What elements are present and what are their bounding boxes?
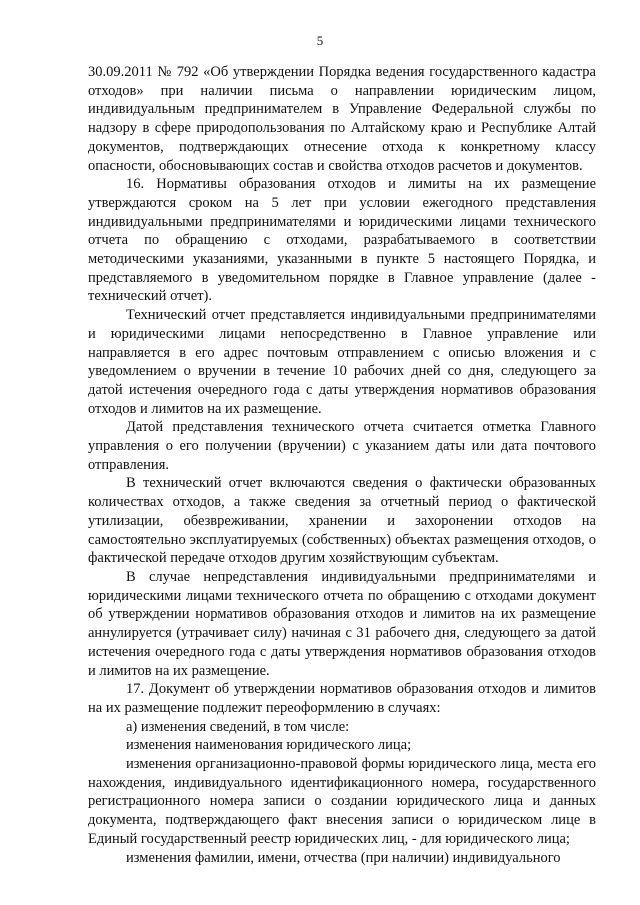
paragraph-technical-report-submission: Технический отчет представляется индивидуальными предпринимателями и юридическими лицами непосредственно в Главное управление или направляется в его адрес почтовым отправлением с описью вложения и с уведомлением о вручении в течение 10 рабочих дней со дня, следующего за датой истечения очередного года с даты утверждения нормативов образования отходов и лимитов на их размещение. xyxy=(88,307,596,417)
list-item-surname-change: изменения фамилии, имени, отчества (при наличии) индивидуального xyxy=(126,849,561,866)
list-item-a: а) изменения сведений, в том числе: xyxy=(126,718,350,735)
paragraph-item-16: 16. Нормативы образования отходов и лимиты на их размещение утверждаются сроком на 5 лет при условии ежегодного представления индивидуальными предпринимателями и юридическими лицами технического отчета по обращению с отходами, разрабатываемого в соответствии методическими указаниями, указанными в пункте 5 настоящего Порядка, и представляемого в уведомительном порядке в Главное управление (далее - технический отчет). xyxy=(88,176,596,305)
paragraph-continuation: 30.09.2011 № 792 «Об утверждении Порядка ведения государственного кадастра отходов» при наличии письма о направлении юридическим лицом, индивидуальным предпринимателем в Управление Федеральной службы по надзору в сфере природопользования по Алтайскому краю и Республике Алтай документов, подтверждающих отнесение отхода к конкретному классу опасности, обосновывающих состав и свойства отходов расчетов и документов. xyxy=(88,64,596,174)
list-item-legal-form-change: изменения организационно-правовой формы юридического лица, места его нахождения, индивидуального идентификационного номера, государственного регистрационного номера записи о создании юридического лица и данных документа, подтверждающего факт внесения записи о юридическом лице в Единый государственный реестр юридических лиц, - для юридического лица; xyxy=(88,756,596,847)
paragraph-report-contents: В технический отчет включаются сведения о фактически образованных количествах отходов, а также сведения за отчетный период о фактической утилизации, обезвреживании, хранении и захоронении отходов на самостоятельно эксплуатируемых (собственных) объектах размещения отходов, о фактической передаче отходов другим хозяйствующим субъектам. xyxy=(88,475,596,567)
page-number: 5 xyxy=(316,33,324,48)
paragraph-non-submission: В случае непредставления индивидуальными предпринимателями и юридическими лицами технического отчета по обращению с отходами документ об утверждении нормативов образования отходов и лимитов на их размещение аннулируется (утрачивает силу) начиная с 31 рабочего дня, следующего за датой истечения очередного года с даты утверждения нормативов образования отходов и лимитов на их размещение. xyxy=(88,568,596,679)
list-item-name-change: изменения наименования юридического лица; xyxy=(126,737,412,754)
paragraph-item-17: 17. Документ об утверждении нормативов образования отходов и лимитов на их размещение подлежит переоформлению в случаях: xyxy=(88,681,596,716)
paragraph-submission-date: Датой представления технического отчета считается отметка Главного управления о его получении (вручении) с указанием даты или дата почтового отправления. xyxy=(88,419,596,473)
document-body xyxy=(88,63,596,867)
